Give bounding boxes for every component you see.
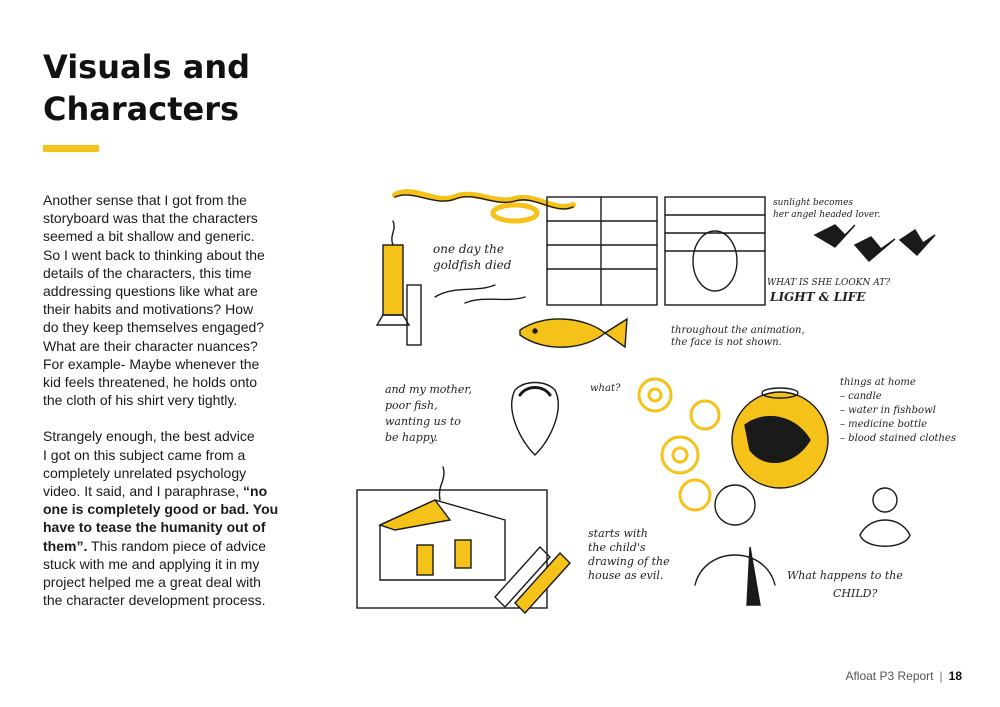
hands-sketch [512,383,558,456]
note-child-line1: What happens to the [787,569,903,582]
note-things-medicine: – medicine bottle [840,419,928,430]
note-things-water: – water in fishbowl [840,405,936,416]
title-line-2: Characters [43,90,240,128]
note-sunlight-line1: sunlight becomes [773,198,854,208]
text-line: do they keep themselves engaged? [43,319,265,336]
house-sketch [357,467,547,608]
text-line: storyboard was that the characters [43,210,258,227]
quote-line: have to tease the humanity out of [43,519,266,536]
text-run: This random piece of advice [87,537,267,554]
note-light-life: LIGHT & LIFE [770,290,866,304]
accent-bar [43,145,99,152]
paragraph-2 [43,427,313,609]
note-mother-line4: be happy. [385,431,439,444]
page-footer [845,669,962,683]
note-things-title: things at home [840,377,916,388]
paragraph-1 [43,191,313,409]
text-line: their habits and motivations? How [43,301,254,318]
fish-sketch [407,285,627,347]
note-mother-line2: poor fish, [385,399,438,412]
note-goldfish-line2: goldfish died [433,258,512,272]
quote-end: them”. [43,537,88,554]
text-run: video. It said, and I paraphrase, [43,483,244,500]
note-house-line2: the child's [588,541,646,554]
text-line: Another sense that I got from the [43,192,247,208]
text-line: project helped me a great deal with [43,574,261,591]
report-name: Afloat P3 Report [845,669,934,683]
text-line: addressing questions like what are [43,283,258,300]
page-number: 18 [948,669,962,683]
fishbowl-sketch [732,388,828,488]
note-things-clothes: – blood stained clothes [840,433,956,444]
text-line: completely unrelated psychology [43,464,247,481]
text-line: Strangely enough, the best advice [43,428,255,445]
body-text [43,191,313,627]
storyboard-sketch-collage [355,185,965,625]
text-line: So I went back to thinking about the [43,246,265,263]
note-house-line3: drawing of the [588,555,670,568]
note-animation-line1: throughout the animation, [671,325,805,336]
note-mother-line1: and my mother, [385,383,472,396]
text-line: What are their character nuances? [43,337,258,354]
note-things-candle: – candle [840,391,882,402]
birds-sketch [815,225,935,261]
text-line: For example- Maybe whenever the [43,355,260,372]
quote-start: “no [243,483,268,500]
crayons-sketch [495,547,570,613]
text-line [43,537,313,555]
note-question: WHAT IS SHE LOOKN AT? [767,278,891,288]
window-sketch [547,197,765,305]
text-line: the character development process. [43,592,266,609]
title-line-1: Visuals and [43,48,251,86]
text-line: the cloth of his shirt very tightly. [43,392,238,409]
text-line: details of the characters, this time [43,264,252,281]
flowers-sketch [639,379,719,510]
text-line: stuck with me and applying it in my [43,555,260,572]
note-house-line4: house as evil. [588,569,664,582]
note-house-line1: starts with [588,527,648,540]
note-what: what? [590,383,621,394]
note-mother-line3: wanting us to [385,415,461,428]
text-line: seemed a bit shallow and generic. [43,228,255,245]
note-child-line2: CHILD? [833,587,878,600]
note-animation-line2: the face is not shown. [671,337,782,348]
text-line [43,482,313,500]
mother-child-sketch [860,488,910,546]
quote-line: one is completely good or bad. You [43,501,279,518]
note-sunlight-line2: her angel headed lover. [773,210,881,220]
text-line: I got on this subject came from a [43,446,246,463]
page-title [43,46,323,130]
footer-separator: | [939,669,943,683]
text-line: kid feels threatened, he holds onto [43,374,258,391]
note-goldfish-line1: one day the [433,242,504,256]
